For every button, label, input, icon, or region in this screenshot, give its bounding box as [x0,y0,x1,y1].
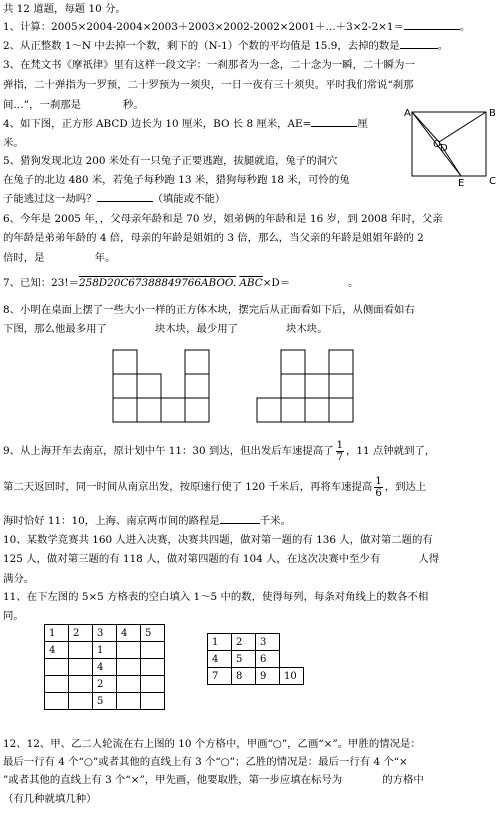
side-view-figure [256,349,361,424]
q7-prefix: 7、已知：23!＝ [3,277,79,289]
grid-cell[interactable] [117,642,141,659]
grid-cell[interactable]: 3 [256,634,280,651]
cube-face [185,398,209,422]
fraction-one-seventh [336,440,344,463]
question-9-line-3 [3,514,291,528]
grid-cell[interactable]: 5 [93,693,117,710]
q12-end: 的方格中 [382,774,424,786]
question-10-line-1: 10、某数学竞赛共 160 人进入决赛，决赛共四题，做对第一题的有 136 人，做对第二题的有 [3,534,433,546]
question-5-line-3 [3,192,225,206]
grid-cell[interactable]: 1 [93,642,117,659]
q3-end: 秒。 [123,99,144,111]
question-11-line-2: 同。 [3,610,24,622]
q5-end: （填能或不能） [152,193,226,205]
grid-cell[interactable]: 1 [208,634,232,651]
question-10-line-3: 满分。 [3,573,35,585]
grid-cell[interactable]: 4 [208,651,232,668]
question-8-line-1: 8、小明在桌面上摆了一些大小一样的正方体木块，摆完后从正面看如下后，从侧面看如右 [3,304,415,316]
q2-text: 2、从正整数 1～N 中去掉一个数，剩下的（N-1）个数的平均值是 15.9，去掉的数是 [3,40,400,52]
question-12-line-2: 最后一行有 4 个“○”或者其他的直线上有 3 个“○”；乙胜的情况是：最后一行有 4 个“× [3,756,408,768]
cube-face [137,374,161,398]
fraction-denominator: 7 [336,451,343,463]
q10-text: 125 人，做对第三题的有 118 人，做对第四题的有 104 人，在这次决赛中至少有 [3,553,381,565]
question-3-line-1: 3、在梵文书《摩祇律》里有这样一段文字：一刹那者为一念，二十念为一瞬，二十瞬为一 [3,59,415,71]
q1-answer-blank[interactable] [404,20,460,30]
grid-cell[interactable] [69,676,93,693]
question-3-line-3 [3,98,144,112]
q9-text-e: 海时恰好 11：10，上海、南京两市间的路程是 [3,515,220,527]
label-o: O [433,139,441,150]
cube-face [113,398,137,422]
cube-face [329,398,353,422]
q3-text: 间…”，一刹那是 [3,99,82,111]
grid-cell[interactable]: 9 [256,668,280,685]
cube-face [281,398,305,422]
q1-end: 。 [459,21,471,33]
grid-cell[interactable]: 2 [69,625,93,642]
fraction-denominator: 6 [375,487,382,499]
question-5-line-2: 在兔子的北边 480 米，若兔子每秒跑 13 米，猎狗每秒跑 18 米，可怜的兔 [3,174,350,186]
question-6-line-1: 6、今年是 2005 年，，父母亲年龄和是 70 岁，姐弟俩的年龄和是 16 岁，到 2008 年时，父亲 [3,213,443,225]
grid-row [208,668,304,685]
question-5-line-1: 5、猎狗发现北边 200 米处有一只兔子正要逃跑，拔腿就追，兔子的洞穴 [3,155,338,167]
square-outline [412,112,486,176]
question-6-line-3 [3,251,115,265]
ten-square-grid [207,633,304,685]
grid-cell[interactable]: 7 [208,668,232,685]
grid-cell[interactable] [141,642,165,659]
q8-text-c: 块木块。 [286,323,328,335]
q7-number-expression: 258D20C67388849766ABOO. [78,277,237,289]
q2-end: 。 [437,40,449,52]
grid-row [208,651,304,668]
grid-cell[interactable] [117,676,141,693]
q9-text-d: ，到达上 [384,481,427,493]
question-7 [3,276,359,290]
grid-cell[interactable] [69,642,93,659]
grid-row [208,634,304,651]
grid-cell[interactable]: 3 [93,625,117,642]
question-3-line-2: 弹指，二十弹指为一罗预，二十罗预为一须臾，一日一夜有三十须臾。平时我们常说“刹那 [3,79,414,91]
grid-cell[interactable] [69,659,93,676]
grid-cell[interactable]: 1 [45,625,69,642]
latin-square-grid [44,624,165,710]
q6-end: 年。 [94,252,116,264]
segment-bo [439,112,486,142]
label-e: E [458,178,465,186]
cube-face [161,398,185,422]
empty-space [280,634,304,651]
question-4-unit-cont: 米。 [3,137,24,149]
question-12-line-3 [3,773,424,787]
intro-line: 共 12 道题，每题 10 分。 [3,3,126,15]
grid-row [45,642,165,659]
grid-cell[interactable] [45,659,69,676]
question-9-line-1 [3,436,435,466]
question-12-line-4: （有几种就填几种） [3,793,97,805]
grid-cell[interactable] [141,659,165,676]
cube-face [185,374,209,398]
q7-abc: $\overline{ABC}$ [239,277,263,289]
grid-row [45,659,165,676]
cube-face [257,398,281,422]
cube-face [281,374,305,398]
q4-answer-blank[interactable] [311,117,357,127]
question-11-line-1: 11、在下左图的 5×5 方格表的空白填入 1～5 中的数，使得每列，每条对角线上的数各不相 [3,591,429,603]
grid-row [45,625,165,642]
grid-cell[interactable]: 6 [256,651,280,668]
grid-cell[interactable] [141,676,165,693]
q4-text: 4、如下图，正方形 ABCD 边长为 10 厘米，BO 长 8 厘米，AE= [3,118,312,130]
grid-row [45,693,165,710]
fraction-one-sixth [374,476,382,499]
grid-cell[interactable] [69,693,93,710]
grid-cell[interactable]: 4 [117,625,141,642]
question-1 [3,20,470,34]
q4-unit: 厘 [357,118,368,130]
question-4 [3,117,368,131]
q7-end: 。 [348,277,359,289]
question-10-line-2 [3,552,439,566]
label-c: C [489,176,496,186]
grid-cell[interactable] [117,693,141,710]
cube-face [137,398,161,422]
q9-text-f: 千米。 [259,515,291,527]
question-6-line-2: 的年龄是弟弟年龄的 4 倍，母亲的年龄是姐姐的 3 倍，那么，当父亲的年龄是姐姐年龄的 2 [3,232,424,244]
question-2 [3,39,448,53]
grid-cell[interactable]: 4 [93,659,117,676]
q2-answer-blank[interactable] [400,39,438,49]
cube-face [185,350,209,374]
q10-end: 人得 [418,553,440,565]
question-8-line-2 [3,322,328,336]
cube-face [281,350,305,374]
grid-cell[interactable]: 2 [93,676,117,693]
q7-tail: ×D＝ [262,277,291,289]
cube-face [305,374,329,398]
grid-row [45,676,165,693]
q1-text: 1、计算：2005×2004-2004×2003＋2003×2002-2002×2001＋…＋3×2-2×1＝ [3,21,404,33]
grid-cell[interactable]: 10 [280,668,304,685]
cube-face [113,374,137,398]
q9-answer-blank[interactable] [220,514,260,524]
q8-text-a: 下图，那么他最多用了 [3,323,107,335]
grid-cell[interactable]: 8 [232,668,256,685]
square-abcd-figure [403,104,499,186]
question-12-line-1: 12、12、甲、乙二人轮流在右上图的 10 个方格中，甲画“○”，乙画“×”。甲胜的情况是： [3,738,421,750]
cube-face [329,350,353,374]
label-b: B [489,108,496,119]
q12-text: ”或者其他的直线上有 3 个“×”，甲先画，他要取胜，第一步应填在标号为 [3,774,343,786]
label-a: A [404,108,411,119]
cube-face [113,350,137,374]
grid-cell[interactable] [117,659,141,676]
grid-cell[interactable]: 4 [45,642,69,659]
q8-text-b: 块木块，最少用了 [154,323,239,335]
label-d: D [440,143,448,154]
q9-text-c: 第二天返回时，同一时间从南京出发，按原速行使了 120 千米后，再将车速提高 [3,481,373,493]
grid-cell[interactable] [45,676,69,693]
question-9-line-2 [3,472,426,502]
grid-cell[interactable]: 2 [232,634,256,651]
q9-text-a: 9、从上海开车去南京，原计划中午 11：30 到达，但出发后车速提高了 [3,445,334,457]
grid-cell[interactable] [141,693,165,710]
grid-cell[interactable]: 5 [141,625,165,642]
q5-answer-blank[interactable] [97,192,153,202]
q9-text-b: ，11 点钟就到了， [345,445,436,457]
front-view-figure [112,349,217,424]
fraction-numerator: 1 [336,439,343,451]
cube-face [305,398,329,422]
grid-cell[interactable] [45,693,69,710]
grid-cell[interactable]: 5 [232,651,256,668]
q5-text: 子能逃过这一劫吗？ [3,193,97,205]
fraction-numerator: 1 [375,475,382,487]
q6-text: 倍时，是 [3,252,45,264]
cube-face [329,374,353,398]
empty-space [280,651,304,668]
